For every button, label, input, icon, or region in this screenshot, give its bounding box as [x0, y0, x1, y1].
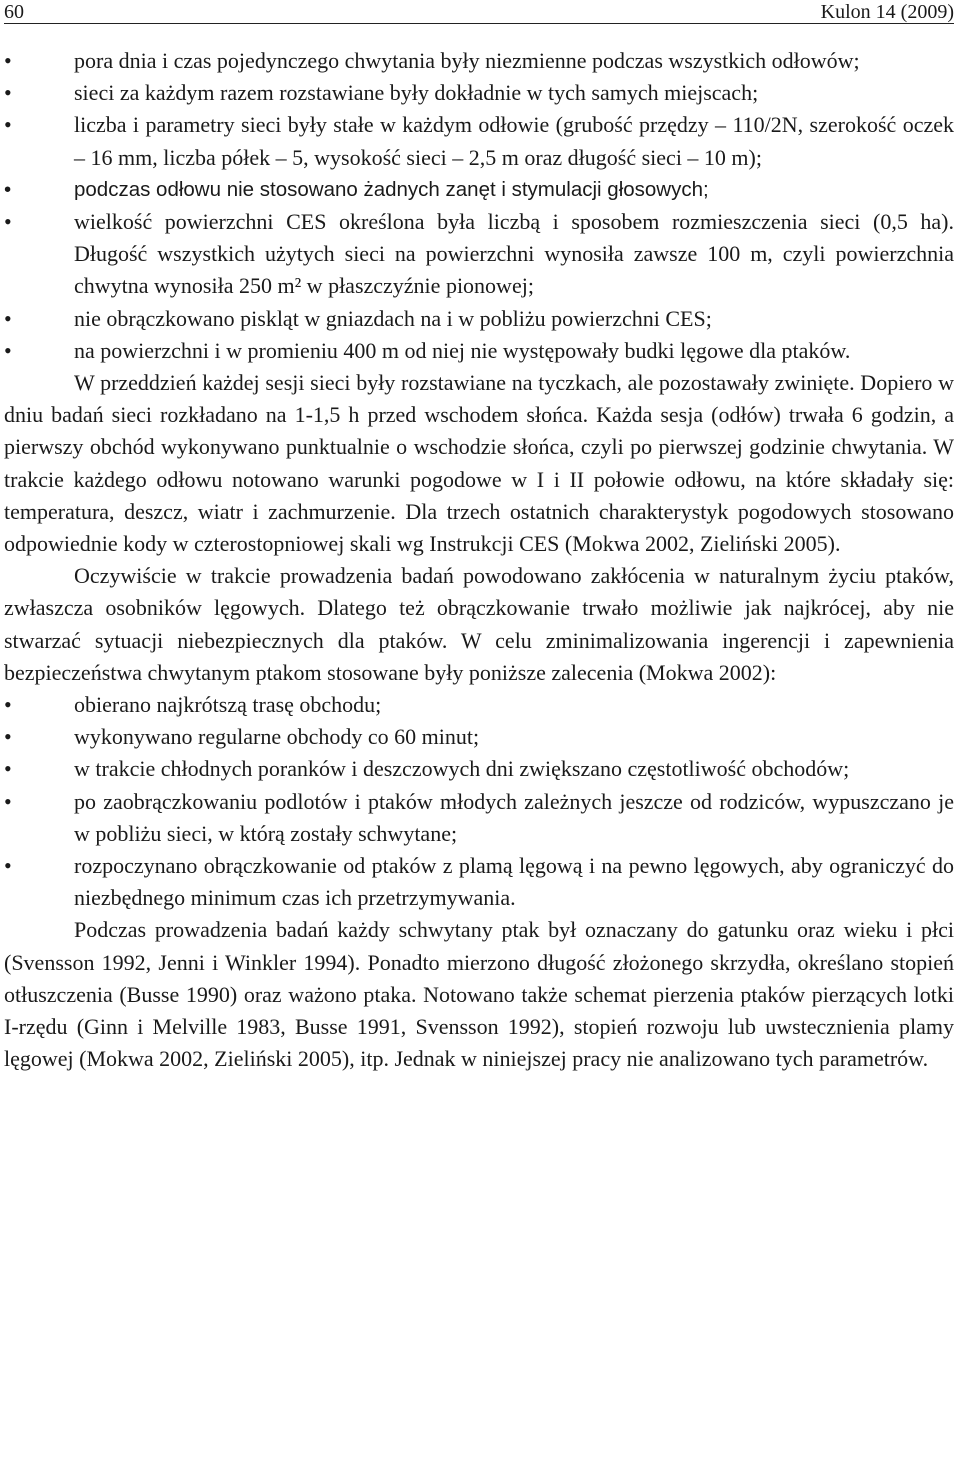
journal-title: Kulon 14 (2009) [820, 1, 954, 23]
running-header [4, 1, 954, 24]
list-item [4, 786, 954, 850]
bullet-icon: • [4, 48, 12, 73]
bullet-icon: • [4, 80, 12, 106]
bullet-icon: • [4, 756, 12, 782]
recommendations-list [4, 689, 954, 914]
list-item [4, 77, 954, 109]
list-item-text: obierano najkrótszą trasę obchodu; [74, 692, 382, 718]
list-item [4, 753, 954, 785]
list-item-text: nie obrączkowano piskląt w gniazdach na i w pobliżu powierzchni CES; [74, 305, 712, 331]
bullet-icon: • [4, 853, 12, 879]
list-item [4, 721, 954, 753]
page [4, 0, 954, 1076]
list-item [4, 689, 954, 721]
paragraph-disturbance: Oczywiście w trakcie prowadzenia badań powodowano zakłócenia w naturalnym życiu ptaków, zwłaszcza osobników lęgowych. Dlatego też obrączkowanie trwało możliwie jak najkrócej, aby nie stwarzać sytuacji niebezpiecznych dla ptaków. W celu zminimalizowania ingerencji i zapewnienia bezpieczeństwa chwytanym ptakom stosowane były poniższe zalecenia (Mokwa 2002): [4, 563, 954, 685]
list-item [4, 45, 954, 77]
bullet-icon: • [4, 305, 12, 331]
list-item-text: pora dnia i czas pojedynczego chwytania były niezmienne podczas wszystkich odłowów; [74, 48, 860, 73]
bullet-icon: • [4, 209, 12, 235]
bullet-icon: • [4, 692, 12, 718]
list-item [4, 850, 954, 914]
page-number: 60 [4, 1, 24, 23]
list-item [4, 206, 954, 303]
list-item-text: rozpoczynano obrączkowanie od ptaków z plamą lęgową i na pewno lęgowych, aby ograniczyć do niezbędnego minimum czas ich przetrzymywania. [74, 853, 954, 911]
paragraph-measurements: Podczas prowadzenia badań każdy schwytany ptak był oznaczany do gatunku oraz wieku i płci (Svensson 1992, Jenni i Winkler 1994). Ponadto mierzono długość złożonego skrzydła, określano stopień otłuszczenia (Busse 1990) oraz ważono ptaka. Notowano także schemat pierzenia ptaków pierzących lotki I-rzędu (Ginn i Melville 1983, Busse 1991, Svensson 1992), stopień rozwoju lub uwstecznienia plamy lęgowej (Mokwa 2002, Zieliński 2005), itp. Jednak w niniejszej pracy nie analizowano tych parametrów. [4, 917, 954, 1072]
list-item-text: podczas odłowu nie stosowano żadnych zanęt i stymulacji głosowych; [74, 177, 709, 201]
body-text [4, 45, 954, 1076]
list-item [4, 174, 954, 206]
list-item [4, 109, 954, 173]
list-item-text: w trakcie chłodnych poranków i deszczowych dni zwiększano częstotliwość obchodów; [74, 756, 850, 782]
list-item [4, 303, 954, 335]
list-item-text: po zaobrączkowaniu podlotów i ptaków młodych zależnych jeszcze od rodziców, wypuszczano je w pobliżu sieci, w którą zostały schwytane; [74, 788, 954, 846]
list-item [4, 335, 954, 367]
list-item-text: sieci za każdym razem rozstawiane były dokładnie w tych samych miejscach; [74, 80, 759, 106]
paragraph-session: W przeddzień każdej sesji sieci były rozstawiane na tyczkach, ale pozostawały zwinięte. Dopiero w dniu badań sieci rozkładano na 1-1,5 h przed wschodem słońca. Każda sesja (odłów) trwała 6 godzin, a pierwszy obchód wykonywano punktualnie o wschodzie słońca, czyli po pierwszej godzinie chwytania. W trakcie każdego odłowu notowano warunki pogodowe w I i II połowie odłowu, na które składały się: temperatura, deszcz, wiatr i zachmurzenie. Dla trzech ostatnich charakterystyk pogodowych stosowano odpowiednie kody w czterostopniowej skali wg Instrukcji CES (Mokwa 2002, Zieliński 2005). [4, 370, 954, 557]
list-item-text: wykonywano regularne obchody co 60 minut; [74, 724, 480, 750]
conditions-list [4, 45, 954, 367]
bullet-icon: • [4, 177, 12, 201]
list-item-text: na powierzchni i w promieniu 400 m od niej nie występowały budki lęgowe dla ptaków. [74, 337, 851, 363]
bullet-icon: • [4, 724, 12, 750]
bullet-icon: • [4, 337, 12, 363]
bullet-icon: • [4, 112, 12, 138]
list-item-text: wielkość powierzchni CES określona była liczbą i sposobem rozmieszczenia sieci (0,5 ha). Długość wszystkich użytych sieci na powierzchni wynosiła zawsze 100 m, czyli powierzchnia chwytna wynosiła 250 m² w płaszczyźnie pionowej; [74, 209, 954, 299]
bullet-icon: • [4, 788, 12, 814]
list-item-text: liczba i parametry sieci były stałe w każdym odłowie (grubość przędzy – 110/2N, szerokość oczek – 16 mm, liczba półek – 5, wysokość sieci – 2,5 m oraz długość sieci – 10 m); [74, 112, 954, 170]
